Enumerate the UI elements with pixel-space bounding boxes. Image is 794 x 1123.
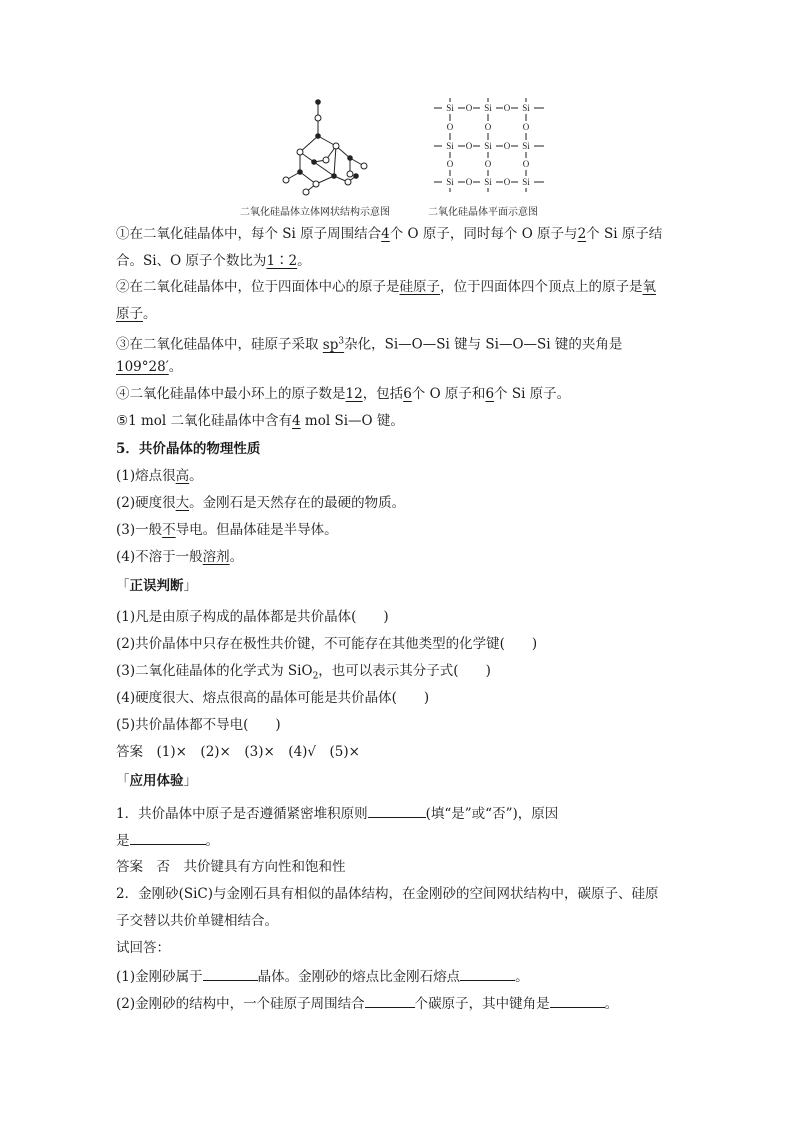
si-atom-label: Si — [522, 103, 530, 113]
answer-fill: 6 — [485, 386, 495, 402]
si-atom-label: Si — [484, 177, 492, 187]
si-atom-label: Si — [484, 103, 492, 113]
text-segment: 。 — [515, 969, 529, 985]
text-segment: (4)不溶于一般 — [116, 549, 203, 565]
text-segment: 。 — [189, 468, 203, 484]
sio2-planar-structure-figure — [432, 98, 547, 194]
tag-label: 应用体验 — [129, 773, 184, 789]
point-4-line — [116, 384, 686, 404]
answer-fill: 溶剂 — [202, 549, 230, 565]
si-atom-label: Si — [522, 177, 530, 187]
answer-fill: 大 — [175, 495, 190, 511]
judgement-question-1: (1)凡是由原子构成的晶体都是共价晶体( ) — [116, 609, 389, 625]
right-figure-caption: 二氧化硅晶体平面示意图 — [428, 207, 538, 218]
judgement-answer: 答案 (1)× (2)× (3)× (4)√ (5)× — [116, 744, 360, 760]
section-5-item-3 — [116, 520, 686, 540]
o-atom-label: O — [465, 141, 473, 151]
subscript: 2 — [312, 671, 319, 682]
text-segment: ①在二氧化硅晶体中，每个 Si 原子周围结合 — [116, 226, 382, 242]
right-corner-bracket-icon: 」 — [183, 773, 197, 789]
judgement-question-2: (2)共价晶体中只存在极性共价键，不可能存在其他类型的化学键( ) — [116, 636, 538, 652]
o-atom-label: O — [522, 159, 530, 169]
judgement-question-5: (5)共价晶体都不导电( ) — [116, 717, 281, 733]
judgement-question-4: (4)硬度很大、熔点很高的晶体可能是共价晶体( ) — [116, 690, 430, 706]
o-atom-label: O — [484, 159, 492, 169]
section-5-item-1 — [116, 466, 686, 486]
judgement-question-3 — [116, 661, 686, 687]
text-segment: ②在二氧化硅晶体中，位于四面体中心的原子是 — [116, 279, 400, 295]
answer-blank[interactable] — [368, 803, 426, 818]
tag-label: 正误判断 — [129, 578, 184, 594]
judgement-tag — [116, 576, 686, 596]
answer-blank[interactable] — [550, 993, 605, 1008]
text-segment: ，包括 — [362, 386, 404, 402]
answer-fill: 不 — [162, 522, 176, 538]
text-segment: 是 — [116, 833, 130, 849]
section-5-heading: 5．共价晶体的物理性质 — [116, 441, 261, 457]
text-segment: 。 — [297, 253, 311, 269]
text-segment: ⑤1 mol 二氧化硅晶体中含有 — [116, 413, 293, 429]
text-segment: (3)一般 — [116, 522, 163, 538]
answer-blank[interactable] — [460, 966, 515, 981]
answer-fill: 4 — [292, 413, 301, 429]
sio2-3d-structure-figure — [270, 96, 380, 198]
text-segment: 晶体。金刚砂的熔点比金刚石熔点 — [257, 969, 461, 985]
text-segment: ④二氧化硅晶体中最小环上的原子数是 — [116, 386, 346, 402]
left-figure-caption: 二氧化硅晶体立体网状结构示意图 — [240, 207, 390, 218]
left-corner-bracket-icon: 「 — [116, 578, 130, 594]
text-segment: (2)硬度很 — [116, 495, 176, 511]
answer-fill: 氧 — [642, 279, 656, 295]
point-3-line-2 — [116, 357, 686, 377]
point-5-line — [116, 411, 686, 431]
o-atom-label: O — [484, 122, 492, 132]
text-segment: 。 — [205, 833, 219, 849]
point-3-line-1 — [116, 331, 686, 355]
text-segment: sp — [322, 336, 339, 353]
text-segment: ③在二氧化硅晶体中，硅原子采取 — [116, 336, 319, 353]
answer-blank[interactable] — [130, 830, 206, 845]
text-segment: 个 Si 原子结 — [586, 226, 663, 242]
left-corner-bracket-icon: 「 — [116, 773, 130, 789]
answer-fill — [323, 337, 344, 353]
application-question-2-line-2: 子交替以共价单键相结合。 — [116, 913, 278, 929]
o-atom-label: O — [465, 177, 473, 187]
text-segment: 合。Si、O 原子个数比为 — [116, 253, 267, 269]
answer-fill: 12 — [345, 386, 363, 402]
o-atom-label: O — [503, 103, 511, 113]
answer-fill: 6 — [403, 386, 412, 402]
point-2-line-1 — [116, 277, 686, 297]
application-question-2-part-2 — [116, 993, 686, 1014]
point-1-line-2 — [116, 251, 686, 271]
application-question-2-part-1 — [116, 966, 686, 987]
application-answer-1: 答案 否 共价键具有方向性和饱和性 — [116, 859, 346, 875]
answer-fill: 原子 — [116, 306, 143, 322]
answer-blank[interactable] — [365, 993, 415, 1008]
text-segment: (3)二氧化硅晶体的化学式为 SiO — [116, 663, 313, 679]
o-atom-label: O — [446, 159, 454, 169]
si-atom-label: Si — [446, 177, 454, 187]
o-atom-label: O — [522, 122, 530, 132]
text-segment: 个 O 原子和 — [411, 386, 486, 402]
text-segment: 个碳原子，其中键角是 — [414, 996, 550, 1012]
o-atom-label: O — [503, 177, 511, 187]
si-atom-label: Si — [446, 103, 454, 113]
o-atom-label: O — [503, 141, 511, 151]
text-segment: 。 — [604, 996, 619, 1012]
text-segment: 1．共价晶体中原子是否遵循紧密堆积原则 — [116, 806, 368, 822]
answer-blank[interactable] — [203, 966, 258, 981]
text-segment: 。 — [143, 306, 157, 322]
text-segment: ，位于四面体四个顶点上的原子是 — [440, 279, 643, 295]
si-atom-label: Si — [446, 141, 454, 151]
text-segment: 杂化，Si—O—Si 键与 Si—O—Si 键的夹角是 — [344, 336, 623, 353]
section-5-item-2 — [116, 493, 686, 513]
point-1-line-1 — [116, 224, 686, 244]
application-question-2-line-1: 2．金刚砂(SiC)与金刚石具有相似的晶体结构，在金刚砂的空间网状结构中，碳原子、硅原 — [116, 886, 659, 902]
text-segment: 。金刚石是天然存在的最硬的物质。 — [189, 495, 406, 511]
text-segment: (2)金刚砂的结构中，一个硅原子周围结合 — [116, 996, 365, 1012]
text-segment: 。 — [229, 549, 244, 565]
point-2-line-2 — [116, 304, 686, 324]
application-question-2-prompt: 试回答： — [116, 940, 170, 956]
answer-fill: 109°28′ — [116, 359, 169, 375]
o-atom-label: O — [446, 122, 454, 132]
answer-fill: 1∶2 — [266, 253, 298, 269]
text-segment: 个 Si 原子。 — [494, 386, 571, 402]
answer-fill: 4 — [381, 226, 390, 242]
text-segment: 导电。但晶体硅是半导体。 — [175, 522, 338, 538]
section-5-item-4 — [116, 547, 686, 567]
answer-fill: 硅原子 — [399, 279, 440, 295]
o-atom-label: O — [465, 103, 473, 113]
answer-fill: 2 — [577, 226, 587, 242]
text-segment: 。 — [168, 359, 183, 375]
application-tag — [116, 771, 686, 791]
si-atom-label: Si — [484, 141, 492, 151]
si-atom-label: Si — [522, 141, 530, 151]
right-corner-bracket-icon: 」 — [183, 578, 197, 594]
text-segment: (1)金刚砂属于 — [116, 969, 203, 985]
text-segment: mol Si—O 键。 — [304, 413, 404, 429]
superscript: 3 — [338, 336, 345, 346]
application-question-1-line-1 — [116, 803, 686, 824]
answer-fill: 高 — [175, 468, 190, 484]
application-question-1-line-2 — [116, 830, 686, 851]
text-segment: ，也可以表示其分子式( ) — [318, 663, 491, 679]
text-segment: (填“是”或“否”)，原因 — [425, 806, 559, 822]
text-segment: (1)熔点很 — [116, 468, 176, 484]
text-segment: 个 O 原子，同时每个 O 原子与 — [389, 226, 578, 242]
